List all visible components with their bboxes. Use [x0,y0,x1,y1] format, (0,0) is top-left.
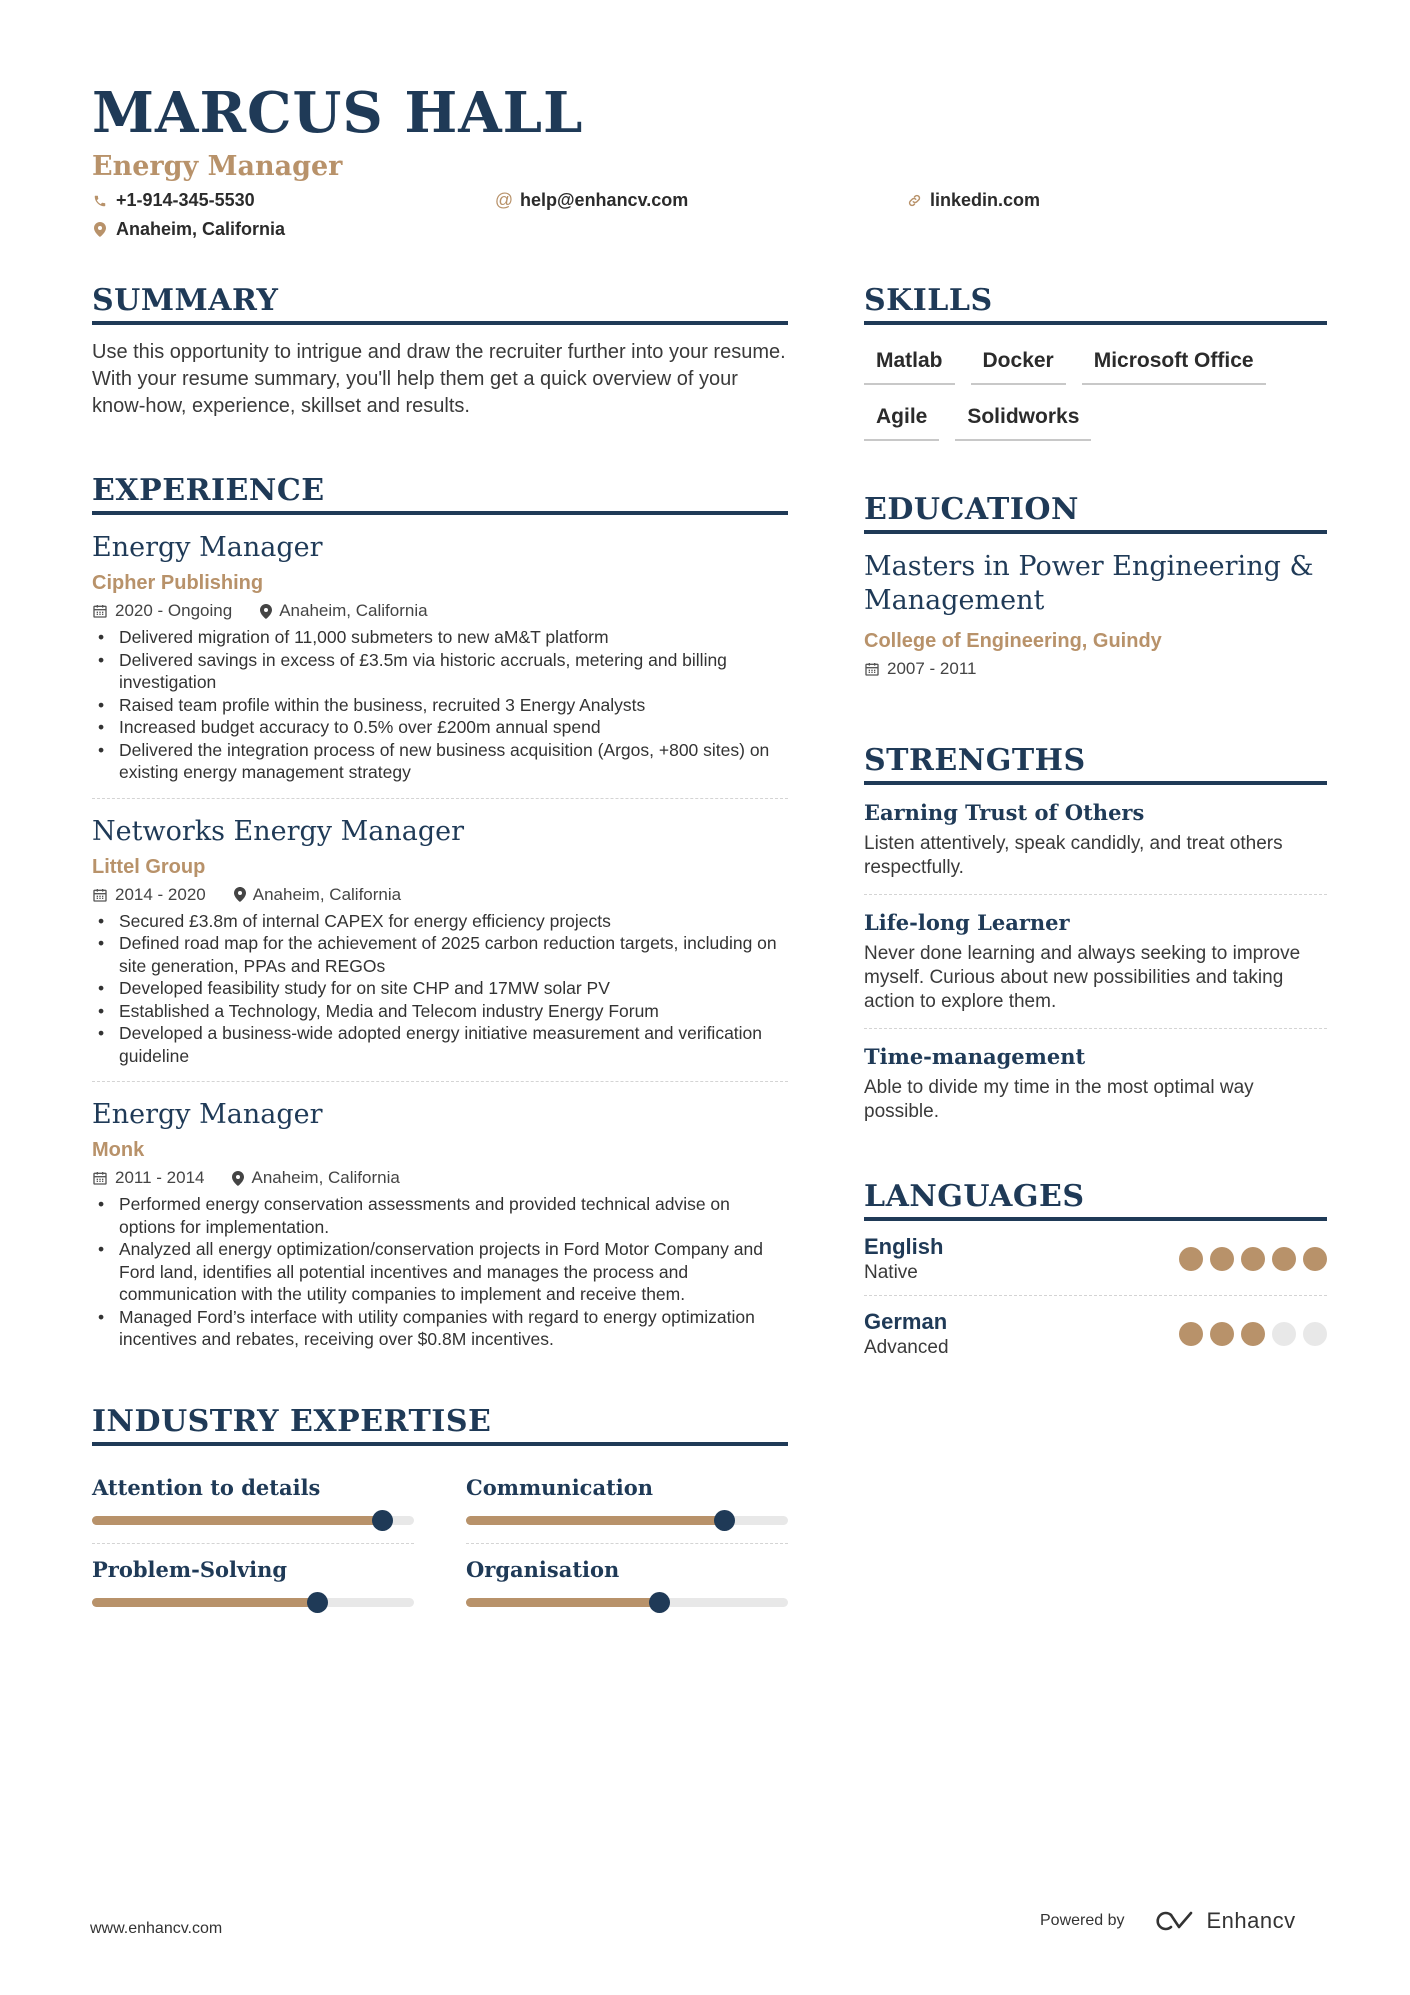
expertise-item [92,1462,414,1544]
location-pin-icon [232,1171,244,1186]
contact-location [92,219,285,240]
candidate-role: Energy Manager [92,151,343,182]
expertise-bar-knob [372,1510,393,1531]
job-bullets [92,910,788,1068]
bullet-item: • Developed feasibility study for on site CHP and 17MW solar PV [92,977,788,1000]
job-title: Energy Manager [92,532,323,563]
strength-item [864,785,1327,895]
expertise-bar [466,1516,788,1525]
strength-item [864,895,1327,1029]
job-company: Monk [92,1139,145,1161]
strength-desc: Able to divide my time in the most optimal way possible. [864,1077,1254,1122]
expertise-label: Attention to details [92,1474,321,1500]
bullet-item: • Managed Ford’s interface with utility companies with regard to energy optimization incentives and rebates, receiving over $0.8M incentives. [92,1306,788,1351]
skill-tag: Agile [864,403,939,441]
bullet-item: • Analyzed all energy optimization/conservation projects in Ford Motor Company and Ford land, identifies all potential incentives and manages the process and communication with the utility companies to implement and receive them. [92,1238,788,1306]
rating-dot-filled [1179,1247,1203,1271]
resume-header [92,78,1322,250]
expertise-bar-fill [466,1516,724,1525]
industry-expertise-title: INDUSTRY EXPERTISE [92,1403,788,1446]
skill-tag: Matlab [864,347,955,385]
skills-section [864,282,1327,441]
contact-website[interactable] [906,190,1040,211]
education-section [864,491,1327,680]
job-location [232,1167,399,1189]
language-rating [1179,1247,1327,1271]
language-item [864,1296,1327,1370]
expertise-bar-fill [92,1516,382,1525]
job-title: Networks Energy Manager [92,815,465,847]
contact-email[interactable] [496,190,688,211]
job-dates [92,1167,204,1189]
expertise-label: Problem-Solving [92,1556,288,1582]
bullet-item: • Delivered the integration process of new business acquisition (Argos, +800 sites) on existing energy management strategy [92,739,788,784]
left-column [92,282,788,1625]
rating-dot-filled [1210,1247,1234,1271]
expertise-bar-fill [92,1598,317,1607]
language-name: German [864,1309,948,1334]
expertise-label: Organisation [466,1556,620,1582]
education-degree: Masters in Power Engineering & Management [864,551,1314,616]
job-company: Littel Group [92,855,206,878]
language-name: English [864,1234,944,1259]
bullet-item: • Performed energy conservation assessments and provided technical advise on options for implementation. [92,1193,788,1238]
industry-expertise-section [92,1403,788,1625]
candidate-name: MARCUS HALL [92,80,584,146]
phone-icon [92,193,108,209]
bullet-item: • Defined road map for the achievement of 2025 carbon reduction targets, including on site generation, PPAs and REGOs [92,932,788,977]
strength-item [864,1029,1327,1138]
strength-title: Life-long Learner [864,910,1070,935]
language-info [864,1233,943,1285]
expertise-grid [92,1462,788,1625]
rating-dot-empty [1272,1322,1296,1346]
job-title: Energy Manager [92,1099,323,1130]
expertise-bar-knob [307,1592,328,1613]
experience-section [92,472,788,1365]
expertise-bar-knob [649,1592,670,1613]
expertise-bar [466,1598,788,1607]
enhancv-logo[interactable] [1151,1908,1296,1934]
job-dates-text: 2011 - 2014 [115,1168,205,1187]
job-entry [92,799,788,1083]
powered-by-text: Powered by [1040,1912,1125,1929]
expertise-bar [92,1598,414,1607]
calendar-icon [92,603,108,619]
summary-section [92,282,788,420]
rating-dot-filled [1272,1247,1296,1271]
education-dates [864,658,976,680]
languages-title: LANGUAGES [864,1178,1327,1221]
job-meta [92,600,788,622]
calendar-icon [864,661,880,677]
expertise-label: Communication [466,1474,654,1500]
language-item [864,1221,1327,1296]
job-meta [92,884,788,906]
strength-title: Earning Trust of Others [864,800,1145,825]
right-column [864,282,1327,1370]
bullet-item: • Secured £3.8m of internal CAPEX for energy efficiency projects [92,910,788,933]
job-location-text: Anaheim, California [252,884,402,904]
rating-dot-filled [1241,1247,1265,1271]
brand-name: Enhancv [1206,1908,1296,1933]
expertise-item [466,1462,788,1544]
expertise-item [92,1544,414,1625]
job-entry [92,1082,788,1365]
languages-section [864,1178,1327,1370]
rating-dot-filled [1241,1322,1265,1346]
contact-phone[interactable] [92,190,255,211]
bullet-item: • Delivered savings in excess of £3.5m via historic accruals, metering and billing investigation [92,649,788,694]
location-pin-icon [260,604,272,619]
strengths-section [864,742,1327,1138]
job-dates-text: 2020 - Ongoing [115,601,233,620]
job-dates [92,600,232,622]
language-info [864,1308,949,1360]
rating-dot-filled [1210,1322,1234,1346]
experience-title: EXPERIENCE [92,472,788,515]
expertise-bar [92,1516,414,1525]
expertise-bar-knob [714,1510,735,1531]
education-title: EDUCATION [864,491,1327,534]
skills-list [864,347,1327,441]
calendar-icon [92,887,108,903]
contact-info [92,190,1322,250]
job-meta [92,1167,788,1189]
job-entry [92,515,788,799]
job-company: Cipher Publishing [92,572,264,594]
bullet-item: • Increased budget accuracy to 0.5% over £200m annual spend [92,716,788,739]
skill-tag: Solidworks [955,403,1091,441]
strength-desc: Listen attentively, speak candidly, and treat others respectfully. [864,833,1283,878]
footer-branding [1040,1908,1296,1934]
calendar-icon [92,1170,108,1186]
strength-desc: Never done learning and always seeking to improve myself. Curious about new possibilities and taking action to explore them. [864,943,1301,1012]
strengths-title: STRENGTHS [864,742,1327,785]
phone-text: +1-914-345-5530 [116,190,255,210]
job-dates-text: 2014 - 2020 [115,884,206,904]
education-meta [864,658,1327,680]
rating-dot-empty [1303,1322,1327,1346]
job-bullets [92,1193,788,1351]
skills-title: SKILLS [864,282,1327,325]
location-pin-icon [92,222,108,238]
job-location-text: Anaheim, California [251,1168,400,1187]
at-icon: @ [494,190,514,210]
bullet-item: • Delivered migration of 11,000 submeters to new aM&T platform [92,626,788,649]
language-level: Advanced [864,1337,949,1358]
job-dates [92,884,206,906]
job-location-text: Anaheim, California [279,601,428,620]
footer-website[interactable]: www.enhancv.com [90,1920,223,1937]
rating-dot-filled [1179,1322,1203,1346]
language-rating [1179,1322,1327,1346]
email-text: help@enhancv.com [520,190,689,210]
skill-tag: Docker [971,347,1066,385]
rating-dot-filled [1303,1247,1327,1271]
bullet-item: • Established a Technology, Media and Telecom industry Energy Forum [92,1000,788,1023]
language-level: Native [864,1262,918,1283]
summary-title: SUMMARY [92,282,788,325]
strength-title: Time-management [864,1044,1086,1069]
summary-text: Use this opportunity to intrigue and draw the recruiter further into your resume. With your resume summary, you'll help them get a quick overview of your know-how, experience, skillset and results. [92,341,786,417]
link-icon [906,193,922,209]
job-location [260,600,427,622]
bullet-item: • Raised team profile within the business, recruited 3 Energy Analysts [92,694,788,717]
job-bullets [92,626,788,784]
education-dates-text: 2007 - 2011 [887,659,977,678]
expertise-item [466,1544,788,1625]
location-text: Anaheim, California [116,219,286,239]
website-text: linkedin.com [930,190,1041,210]
job-location [234,884,401,906]
skill-tag: Microsoft Office [1082,347,1266,385]
education-school: College of Engineering, Guindy [864,630,1162,652]
expertise-bar-fill [466,1598,659,1607]
bullet-item: • Developed a business-wide adopted energy initiative measurement and verification guideline [92,1022,788,1067]
location-pin-icon [234,887,246,902]
enhancv-logo-icon [1151,1909,1197,1933]
